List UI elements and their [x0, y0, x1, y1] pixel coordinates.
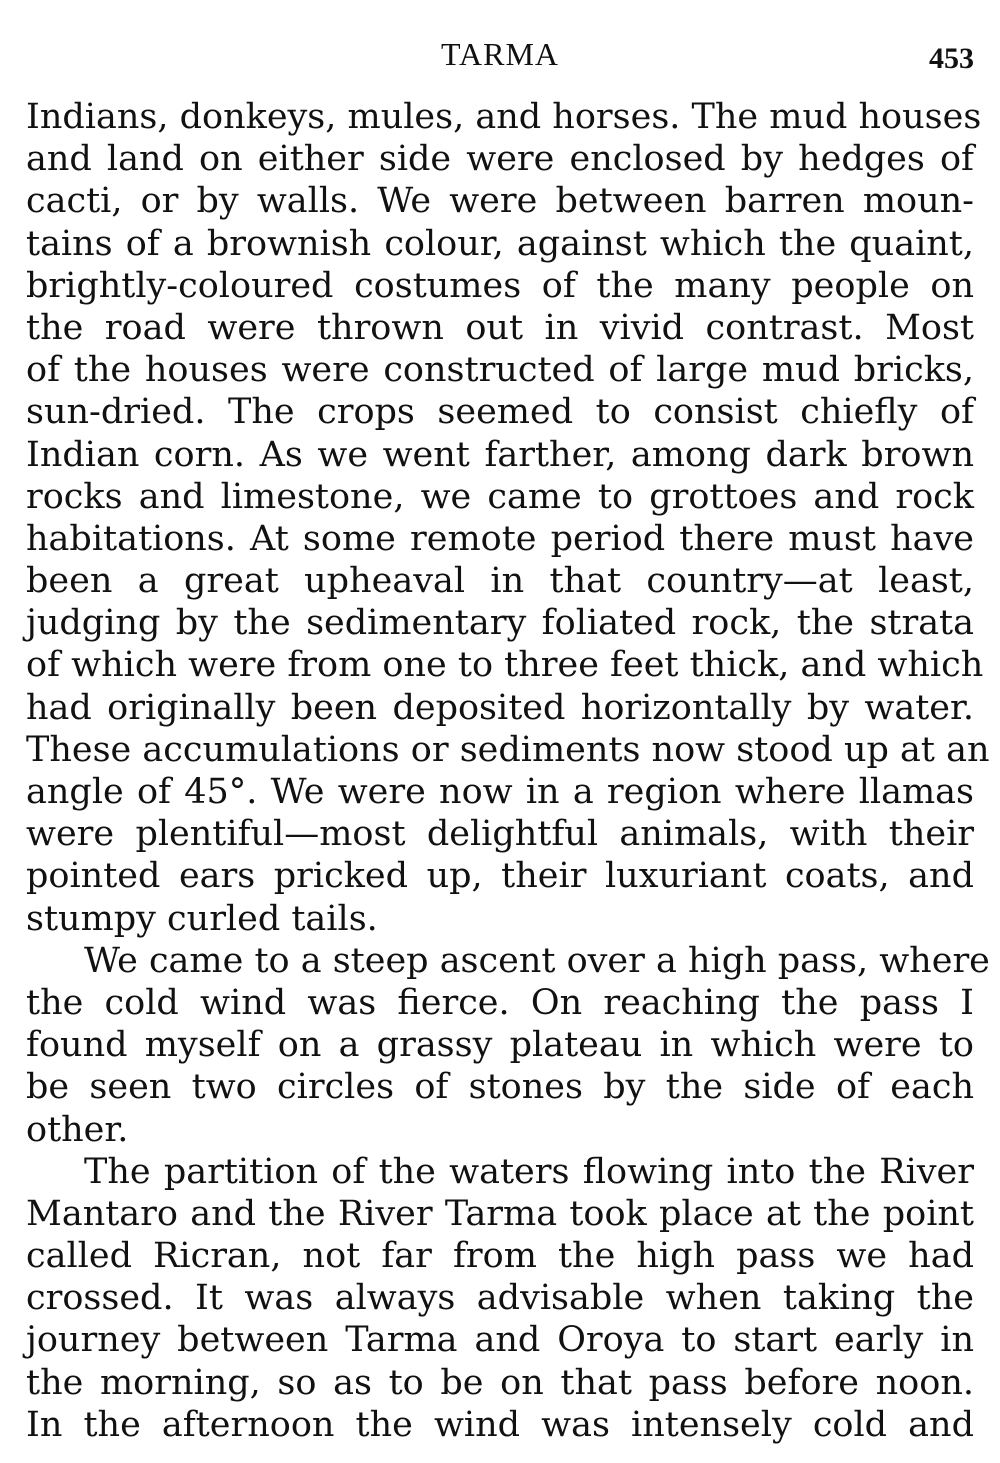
paragraph-end-line: stumpy curled tails.: [26, 898, 378, 939]
text-line: sun-dried. The crops seemed to consist chiefly of: [26, 392, 974, 433]
text-line: the morning, so as to be on that pass before noon.: [26, 1362, 974, 1403]
text-line: the road were thrown out in vivid contrast. Most: [26, 307, 974, 348]
text-line: of which were from one to three feet thick, and which: [26, 645, 984, 686]
text-line: rocks and limestone, we came to grottoes and rock: [26, 476, 974, 517]
text-line: judging by the sedimentary foliated rock, the strata: [26, 603, 974, 644]
text-line: angle of 45°. We were now in a region where llamas: [26, 772, 974, 812]
text-line: pointed ears pricked up, their luxuriant coats, and: [26, 856, 974, 897]
paragraph-first-line: We came to a steep ascent over a high pass, where: [84, 940, 990, 981]
page-number: 453: [929, 42, 974, 75]
text-line: and land on either side were enclosed by hedges of: [26, 139, 974, 180]
paragraph-first-line: The partition of the waters flowing into the River: [84, 1151, 974, 1192]
text-line: habitations. At some remote period there must have: [26, 518, 974, 559]
text-line: crossed. It was always advisable when taking the: [26, 1278, 974, 1319]
text-line: cacti, or by walls. We were between barren moun-: [26, 181, 974, 222]
text-line: Indians, donkeys, mules, and horses. The mud houses: [26, 97, 982, 137]
paragraph-end-line: other.: [26, 1109, 129, 1150]
text-line: were plentiful—most delightful animals, with their: [26, 814, 974, 855]
text-line: been a great upheaval in that country—at least,: [26, 561, 974, 602]
page-header: [26, 36, 974, 76]
text-line: had originally been deposited horizontally by water.: [26, 687, 974, 728]
text-line: Indian corn. As we went farther, among dark brown: [26, 434, 974, 475]
text-line: the cold wind was fierce. On reaching the pass I: [26, 982, 974, 1023]
text-line: Mantaro and the River Tarma took place at the point: [26, 1193, 974, 1234]
text-line: called Ricran, not far from the high pass we had: [26, 1236, 974, 1277]
text-line: journey between Tarma and Oroya to start early in: [26, 1320, 974, 1361]
text-line: In the afternoon the wind was intensely cold and: [26, 1404, 974, 1445]
text-line: tains of a brownish colour, against which the quaint,: [26, 223, 974, 264]
text-line: These accumulations or sediments now stood up at an: [26, 729, 990, 770]
text-line: of the houses were constructed of large mud bricks,: [26, 350, 974, 391]
text-line: be seen two circles of stones by the side of each: [26, 1067, 974, 1108]
text-line: found myself on a grassy plateau in which were to: [26, 1025, 974, 1066]
text-line: brightly-coloured costumes of the many people on: [26, 265, 974, 306]
running-title: TARMA: [441, 36, 559, 72]
body-text: [26, 96, 990, 1446]
